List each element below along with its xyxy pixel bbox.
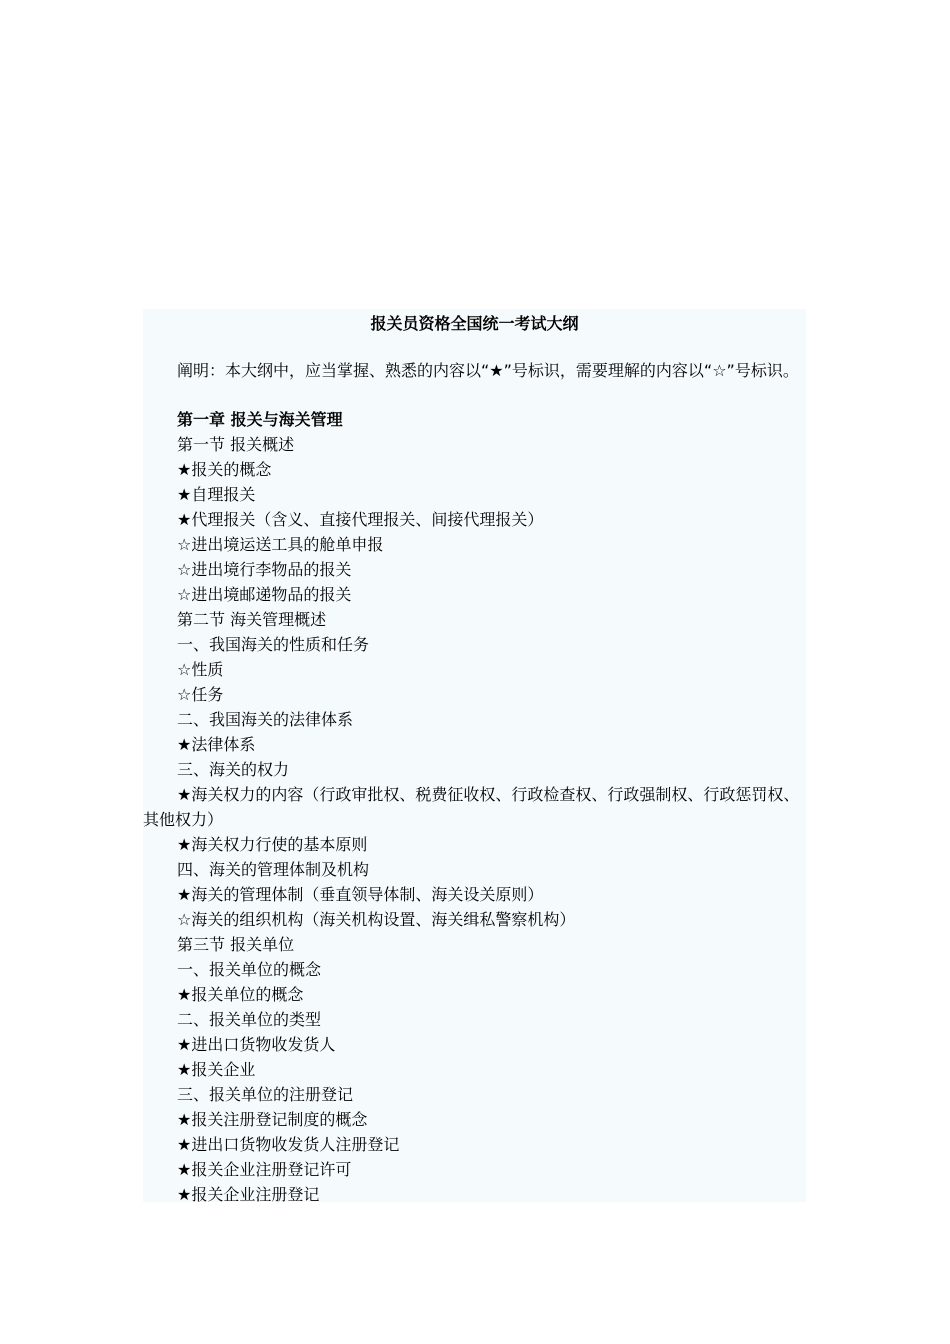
subsection-heading: 二、我国海关的法律体系 xyxy=(177,710,354,729)
outline-item: ☆性质 xyxy=(177,660,224,679)
outline-item: ★法律体系 xyxy=(177,735,256,754)
outline-item: ☆进出境运送工具的舱单申报 xyxy=(177,535,384,554)
outline-item: ☆海关的组织机构（海关机构设置、海关缉私警察机构） xyxy=(177,910,576,929)
outline-item: ★报关单位的概念 xyxy=(177,985,304,1004)
outline-item: ★进出口货物收发货人 xyxy=(177,1035,336,1054)
subsection-heading: 四、海关的管理体制及机构 xyxy=(177,860,370,879)
outline-item: ★报关注册登记制度的概念 xyxy=(177,1110,368,1129)
outline-item: ★报关的概念 xyxy=(177,460,272,479)
document-title: 报关员资格全国统一考试大纲 xyxy=(370,314,579,333)
subsection-heading: 二、报关单位的类型 xyxy=(177,1010,322,1029)
outline-item: ★报关企业注册登记许可 xyxy=(177,1160,352,1179)
outline-item: ☆进出境邮递物品的报关 xyxy=(177,585,352,604)
outline-item: ★代理报关（含义、直接代理报关、间接代理报关） xyxy=(177,510,544,529)
section-heading: 第二节 海关管理概述 xyxy=(177,610,327,629)
outline-item: ★海关权力行使的基本原则 xyxy=(177,835,368,854)
subsection-heading: 一、我国海关的性质和任务 xyxy=(177,635,370,654)
outline-item: ★报关企业注册登记 xyxy=(177,1185,320,1204)
document-content xyxy=(143,309,806,1202)
outline-item: ★海关的管理体制（垂直领导体制、海关设关原则） xyxy=(177,885,544,904)
outline-item: ★海关权力的内容（行政审批权、税费征收权、行政检查权、行政强制权、行政惩罚权、其他权力） xyxy=(143,785,800,829)
section-heading: 第三节 报关单位 xyxy=(177,935,295,954)
subsection-heading: 三、报关单位的注册登记 xyxy=(177,1085,354,1104)
outline-list xyxy=(143,407,806,1207)
outline-item: ☆进出境行李物品的报关 xyxy=(177,560,352,579)
outline-item: ★报关企业 xyxy=(177,1060,256,1079)
outline-item: ★自理报关 xyxy=(177,485,256,504)
outline-item: ★进出口货物收发货人注册登记 xyxy=(177,1135,400,1154)
subsection-heading: 三、海关的权力 xyxy=(177,760,290,779)
chapter-heading: 第一章 报关与海关管理 xyxy=(177,410,343,429)
subsection-heading: 一、报关单位的概念 xyxy=(177,960,322,979)
outline-item: ☆任务 xyxy=(177,685,224,704)
document-statement: 阐明：本大纲中，应当掌握、熟悉的内容以“★”号标识，需要理解的内容以“☆”号标识。 xyxy=(177,361,799,380)
section-heading: 第一节 报关概述 xyxy=(177,435,295,454)
